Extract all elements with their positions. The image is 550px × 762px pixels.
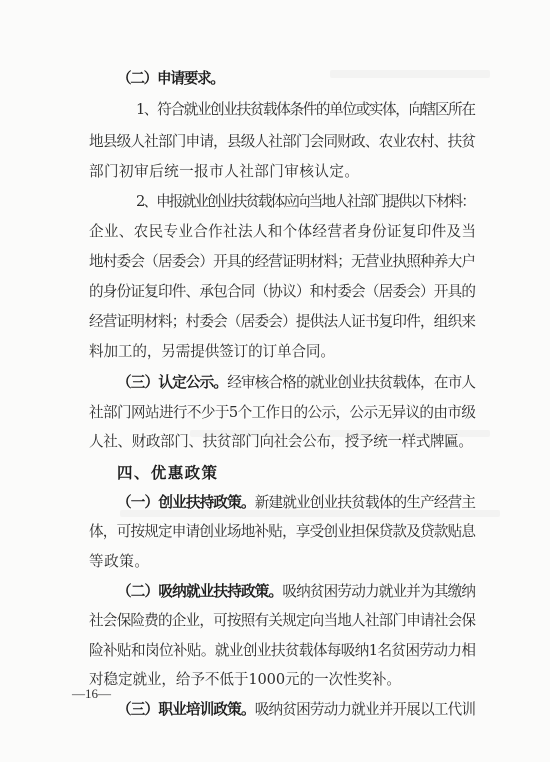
text-line [89,670,401,690]
text-line [89,222,476,242]
text-line [89,342,335,362]
text-line [89,403,475,423]
body-text: 等政策。 [89,553,150,570]
body-text: 经营证明材料；村委会（居委会）提供法人证书复印件，组织来 [89,313,476,330]
subsection-title: （二）申请要求。 [117,70,224,87]
bleed-through-mark [330,70,490,78]
body-text: 地县级人社部门申请，县级人社部门会同财政、农业农村、扶贫 [89,133,476,150]
body-text: 企业、农民专业合作社法人和个体经营者身份证复印件及当 [89,223,477,240]
text-line [89,312,475,332]
body-text: 社会保险费的企业，可按照有关规定向当地人社部门申请社会保 [89,612,476,629]
text-line [89,641,475,661]
body-text: 对稳定就业，给予不低于1000元的一次性奖补。 [89,671,401,688]
text-line [117,69,224,89]
text-line [89,162,359,182]
text-line [136,100,475,120]
text-line [89,282,475,302]
body-text: 1、符合就业创业扶贫载体条件的单位或实体，向辖区所在 [136,101,475,118]
body-text: 险补贴和岗位补贴。就业创业扶贫载体每吸纳1名贫困劳动力相 [89,642,476,659]
section-heading: 四、优惠政策 [117,464,219,482]
body-text: 体，可按规定申请创业场地补贴，享受创业担保贷款及贷款贴息 [89,523,476,540]
subsection-title: （二）吸纳就业扶持政策。 [117,583,283,600]
body-text: 的身份证复印件、承包合同（协议）和村委会（居委会）开具的 [89,283,476,300]
text-line [89,522,475,542]
body-text: 地村委会（居委会）开具的经营证明材料；无营业执照种养大户 [89,253,476,270]
text-line [89,611,475,631]
text-line [89,132,475,152]
text-line [117,700,475,720]
body-text: 社部门网站进行不少于5个工作日的公示，公示无异议的由市级 [89,404,476,421]
subsection-title: （三）职业培训政策。 [117,701,255,718]
text-line [89,552,150,572]
text-line [89,252,475,272]
body-text: 吸纳贫困劳动力就业并为其缴纳 [282,583,476,600]
body-text: 人社、财政部门、扶贫部门向社会公布，授予统一样式牌匾。 [89,433,473,450]
body-text: 吸纳贫困劳动力就业并开展以工代训 [254,701,476,718]
text-line [117,373,475,393]
body-text: 料加工的，另需提供签订的订单合同。 [89,343,335,360]
text-line [117,463,218,483]
subsection-title: （三）认定公示。 [117,374,228,391]
body-text: 经审核合格的就业创业扶贫载体，在市人 [227,374,476,391]
subsection-title: （一）创业扶持政策。 [117,494,255,511]
body-text: 2、申报就业创业扶贫载体应向当地人社部门提供以下材料： [136,193,475,210]
text-line [89,432,473,452]
text-line [117,493,475,513]
body-text: 部门初审后统一报市人社部门审核认定。 [89,163,360,180]
page-number: —16— [72,686,111,701]
text-line [117,582,475,602]
text-line [136,192,474,212]
body-text: 新建就业创业扶贫载体的生产经营主 [254,494,476,511]
